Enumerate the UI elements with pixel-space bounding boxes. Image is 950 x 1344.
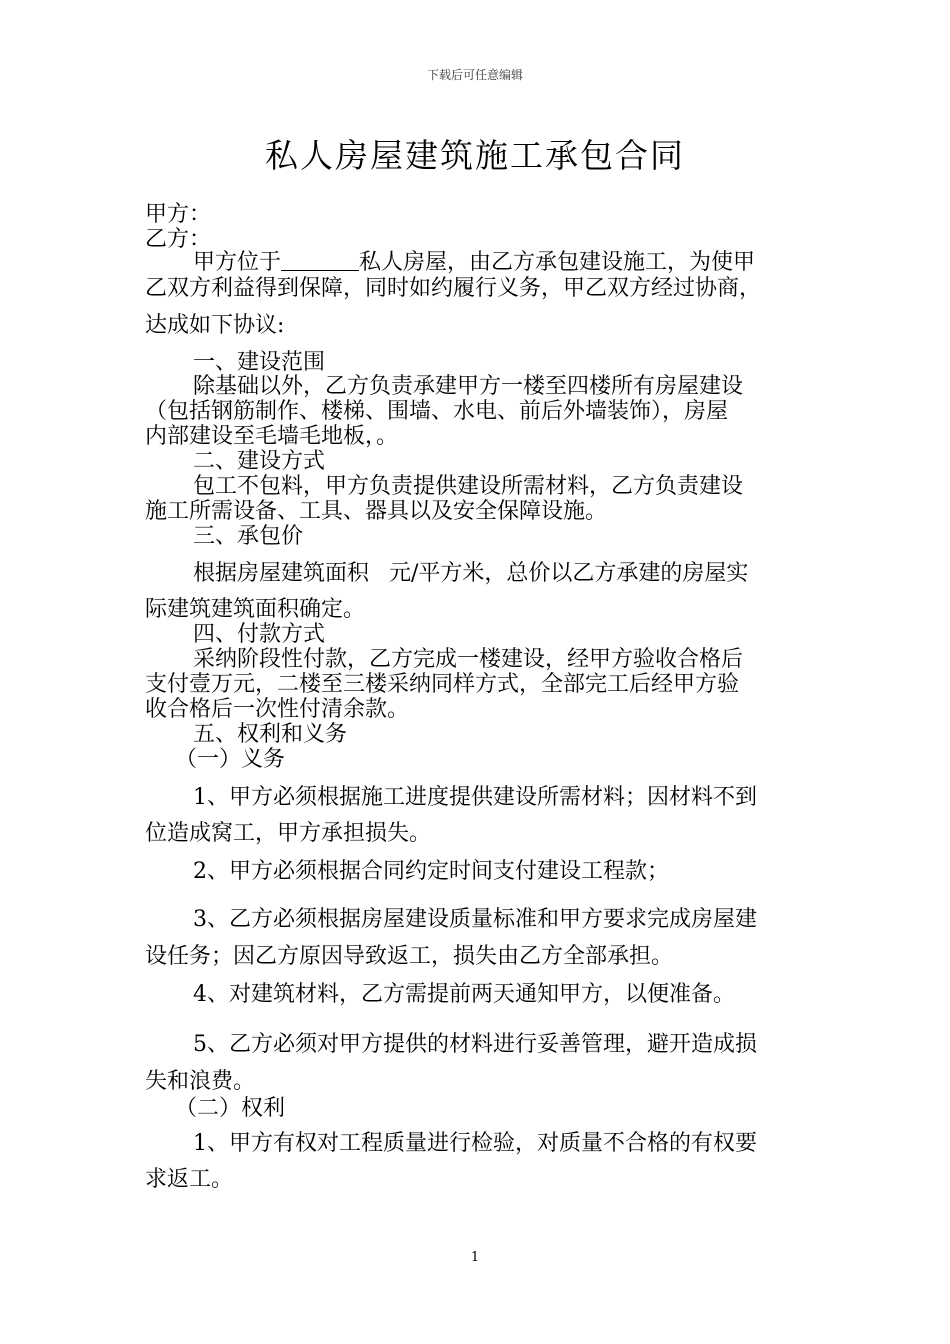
section-2-line-2: 施工所需设备、工具、器具以及安全保障设施。 <box>145 499 608 524</box>
section-2-line-1: 包工不包料，甲方负责提供建设所需材料，乙方负责建设 <box>193 474 744 499</box>
obligation-5-line-2: 失和浪费。 <box>145 1069 256 1094</box>
right-1-line-1: 1、甲方有权对工程质量进行检验，对质量不合格的有权要 <box>193 1131 757 1156</box>
section-1-line-3: 内部建设至毛墙毛地板，。 <box>145 424 399 449</box>
intro-line-1 <box>193 250 873 276</box>
party-a-line: 甲方： <box>145 202 212 227</box>
page-title: 私人房屋建筑施工承包合同 <box>265 136 685 175</box>
page-number: 1 <box>470 1250 480 1265</box>
obligation-3-line-1: 3、乙方必须根据房屋建设质量标准和甲方要求完成房屋建 <box>193 907 757 932</box>
obligation-1-line-2: 位造成窝工，甲方承担损失。 <box>145 821 432 846</box>
price-text-post: 元/平方米，总价以乙方承建的房屋实 <box>389 561 749 586</box>
intro-text-post: 私人房屋，由乙方承包建设施工，为使甲 <box>359 250 756 275</box>
party-b-line: 乙方： <box>145 227 212 252</box>
rights-heading: （二）权利 <box>175 1096 286 1121</box>
intro-line-3: 达成如下协议: <box>145 313 285 338</box>
right-1-line-2: 求返工。 <box>145 1167 234 1192</box>
section-1-line-1: 除基础以外，乙方负责承建甲方一楼至四楼所有房屋建设 <box>193 374 744 399</box>
page-header: 下载后可任意编辑 <box>426 68 523 82</box>
obligation-3-line-2: 设任务；因乙方原因导致返工，损失由乙方全部承担。 <box>145 944 674 969</box>
section-1-heading: 一、建设范围 <box>193 350 326 375</box>
section-3-line-1 <box>193 561 873 587</box>
section-1-line-2: （包括钢筋制作、楼梯、围墙、水电、前后外墙装饰），房屋 <box>145 399 729 424</box>
intro-line-2: 乙双方利益得到保障，同时如约履行义务，甲乙双方经过协商， <box>145 276 762 301</box>
price-text-pre: 根据房屋建筑面积 <box>193 561 370 586</box>
section-4-line-3: 收合格后一次性付清余款。 <box>145 697 410 722</box>
section-3-heading: 三、承包价 <box>193 524 304 549</box>
intro-text-pre: 甲方位于 <box>193 250 282 275</box>
obligation-4: 4、对建筑材料，乙方需提前两天通知甲方，以便准备。 <box>193 982 735 1007</box>
section-4-line-2: 支付壹万元，二楼至三楼采纳同样方式，全部完工后经甲方验 <box>145 672 740 697</box>
obligations-heading: （一）义务 <box>175 747 286 772</box>
section-3-line-2: 际建筑建筑面积确定。 <box>145 597 366 622</box>
obligation-2: 2、甲方必须根据合同约定时间支付建设工程款； <box>193 859 669 884</box>
section-4-line-1: 采纳阶段性付款，乙方完成一楼建设，经甲方验收合格后 <box>193 647 744 672</box>
section-4-heading: 四、付款方式 <box>193 622 326 647</box>
obligation-5-line-1: 5、乙方必须对甲方提供的材料进行妥善管理，避开造成损 <box>193 1032 757 1057</box>
section-2-heading: 二、建设方式 <box>193 449 326 474</box>
section-5-heading: 五、权利和义务 <box>193 722 348 747</box>
location-blank <box>281 250 359 271</box>
obligation-1-line-1: 1、甲方必须根据施工进度提供建设所需材料；因材料不到 <box>193 785 757 810</box>
